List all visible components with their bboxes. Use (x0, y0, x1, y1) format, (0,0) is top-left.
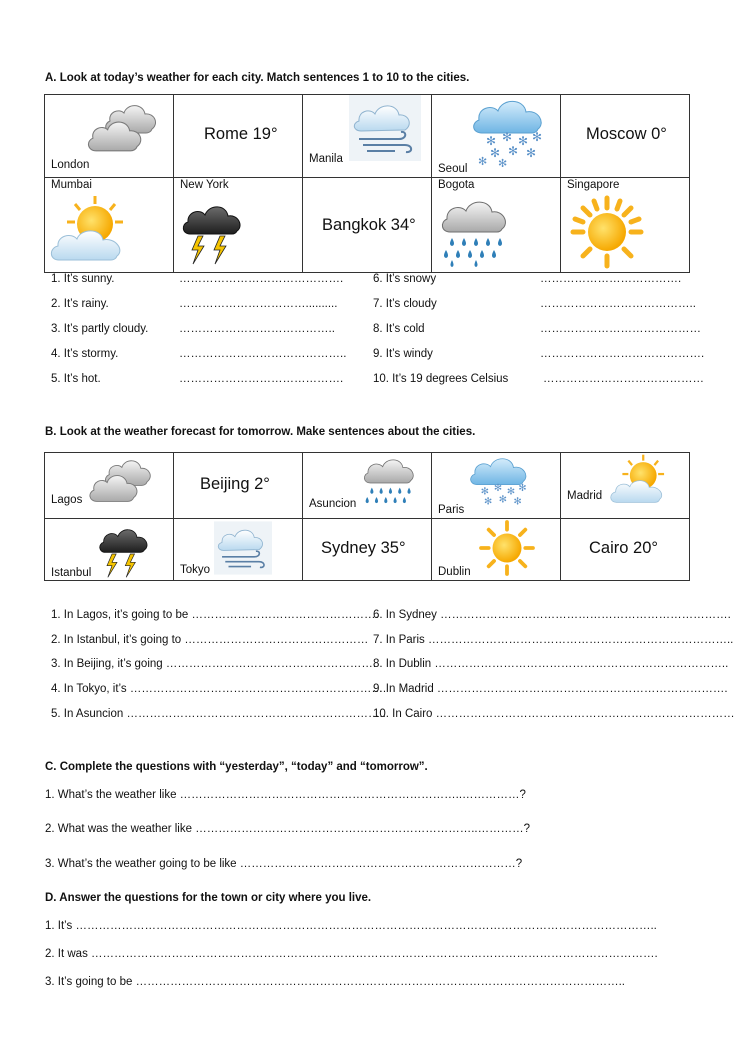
sun-icon (476, 519, 538, 577)
city-temperature: Beijing 2° (200, 475, 270, 493)
answer-blank[interactable]: ………………………………….. (540, 298, 696, 310)
section-d-heading: D. Answer the questions for the town or city where you live. (45, 892, 372, 904)
svg-text:✻: ✻ (518, 483, 527, 495)
sentence-label: 5. It’s hot. (51, 373, 101, 385)
section-b-heading: B. Look at the weather forecast for tomorrow. Make sentences about the cities. (45, 426, 476, 438)
sentence-label: 1. It’s sunny. (51, 273, 115, 285)
sun-icon (567, 194, 647, 270)
city-name: Dublin (438, 566, 471, 578)
sentence-prompt[interactable]: 5. In Asuncion ………………………………………………………….. (51, 708, 386, 720)
svg-text:✻: ✻ (508, 144, 519, 158)
svg-text:✻: ✻ (478, 155, 488, 167)
city-cell-beijing (174, 453, 303, 519)
city-name: Lagos (51, 494, 83, 506)
section-b-weather-grid (44, 452, 690, 581)
svg-text:✻: ✻ (480, 486, 489, 498)
windy-icon (214, 519, 272, 577)
sentence-prompt[interactable]: 10. In Cairo …………………………………………………………………… (373, 708, 735, 720)
storm-icon (97, 519, 157, 579)
question-line[interactable]: 1. What’s the weather like ………………………………………………………………..……………? (45, 789, 526, 801)
answer-blank[interactable]: ………………………………. (540, 273, 682, 285)
sentence-prompt[interactable]: 9. In Madrid …………………………………………………………………. (373, 683, 728, 695)
windy-icon (349, 95, 421, 161)
answer-line[interactable]: 3. It’s going to be ……………………………………………………………………………………………………………….. (45, 976, 625, 988)
sentence-prompt[interactable]: 7. In Paris …………………………………………………………………….. (373, 634, 734, 646)
snow-icon (468, 95, 556, 167)
city-cell-asuncion (303, 453, 432, 519)
city-name: Bogota (438, 179, 475, 191)
city-cell-moscow (561, 95, 690, 178)
sentence-prompt[interactable]: 1. In Lagos, it’s going to be …………………………………………. (51, 609, 379, 621)
city-cell-tokyo (174, 519, 303, 581)
sentence-label: 4. It’s stormy. (51, 348, 119, 360)
svg-text:✻: ✻ (493, 483, 503, 495)
city-cell-mumbai (45, 178, 174, 273)
city-cell-seoul (432, 95, 561, 178)
svg-text:✻: ✻ (484, 496, 493, 508)
city-name: New York (180, 179, 229, 191)
svg-text:✻: ✻ (486, 134, 497, 148)
sentence-label: 7. It’s cloudy (373, 298, 437, 310)
question-line[interactable]: 2. What was the weather like ………………………………………………………………..…………? (45, 823, 530, 835)
section-c-heading: C. Complete the questions with “yesterday”, “today” and “tomorrow”. (45, 761, 428, 773)
city-cell-paris (432, 453, 561, 519)
svg-text:✻: ✻ (526, 146, 537, 160)
city-cell-bangkok (303, 178, 432, 273)
storm-icon (180, 194, 252, 266)
answer-blank[interactable]: …………………………………… (540, 323, 701, 335)
answer-line[interactable]: 1. It’s …………………………………………………………………………………………………………………………………….. (45, 920, 657, 932)
svg-text:✻: ✻ (518, 134, 529, 148)
sentence-prompt[interactable]: 2. In Istanbul, it’s going to ………………………………………… (51, 634, 369, 646)
question-line[interactable]: 3. What’s the weather going to be like ………………………………………………………………? (45, 858, 523, 870)
city-cell-madrid (561, 453, 690, 519)
sentence-prompt[interactable]: 8. In Dublin ………………………………………………………………….. (373, 658, 729, 670)
answer-blank[interactable]: …………………………….......... (179, 298, 338, 310)
city-temperature: Cairo 20° (589, 539, 658, 557)
svg-text:✻: ✻ (498, 494, 507, 506)
answer-blank[interactable]: …………………………………… (543, 373, 704, 385)
city-temperature: Rome 19° (204, 125, 278, 143)
partly-cloudy-icon (609, 453, 673, 507)
sentence-label: 10. It’s 19 degrees Celsius (373, 373, 509, 385)
sentence-label: 6. It’s snowy (373, 273, 437, 285)
city-cell-bogota (432, 178, 561, 273)
city-name: Istanbul (51, 567, 92, 579)
city-cell-new-york (174, 178, 303, 273)
rain-icon (438, 194, 518, 270)
partly-cloudy-icon (49, 194, 135, 266)
city-name: Manila (309, 153, 343, 165)
answer-blank[interactable]: ………………………………….. (179, 323, 335, 335)
city-name: London (51, 159, 90, 171)
sentence-label: 2. It’s rainy. (51, 298, 109, 310)
city-temperature: Bangkok 34° (322, 216, 416, 234)
sentence-prompt[interactable]: 6. In Sydney …………………………………………………………………. (373, 609, 731, 621)
city-name: Madrid (567, 490, 603, 502)
city-cell-rome (174, 95, 303, 178)
answer-blank[interactable]: ……………………………………. (179, 373, 344, 385)
city-name: Paris (438, 504, 465, 516)
answer-blank[interactable]: ……………………………………. (540, 348, 705, 360)
answer-blank[interactable]: …………………………………….. (179, 348, 347, 360)
svg-text:✻: ✻ (490, 146, 501, 160)
city-cell-singapore (561, 178, 690, 273)
city-cell-istanbul (45, 519, 174, 581)
city-name: Tokyo (180, 564, 211, 576)
cloudy-icon (81, 97, 165, 157)
sentence-label: 3. It’s partly cloudy. (51, 323, 149, 335)
sentence-prompt[interactable]: 3. In Beijing, it’s going ………………………………………………. (51, 658, 377, 670)
city-cell-sydney (303, 519, 432, 581)
sentence-prompt[interactable]: 4. In Tokyo, it’s …………………………………………………………. (51, 683, 387, 695)
city-temperature: Moscow 0° (586, 125, 667, 143)
svg-text:✻: ✻ (506, 486, 516, 498)
city-cell-lagos (45, 453, 174, 519)
city-name: Mumbai (51, 179, 92, 191)
city-cell-london (45, 95, 174, 178)
answer-blank[interactable]: ……………………………………. (179, 273, 344, 285)
answer-line[interactable]: 2. It was …………………………………………………………………………………………………………………………………. (45, 948, 658, 960)
section-a-weather-grid (44, 94, 690, 273)
svg-text:✻: ✻ (513, 496, 522, 508)
city-cell-dublin (432, 519, 561, 581)
city-name: Singapore (567, 179, 620, 191)
cloudy-icon (83, 453, 159, 507)
city-temperature: Sydney 35° (321, 539, 406, 557)
city-name: Asuncion (309, 498, 357, 510)
section-a-heading: A. Look at today’s weather for each city. Match sentences 1 to 10 to the cities. (45, 72, 470, 84)
sentence-label: 8. It’s cold (373, 323, 425, 335)
svg-text:✻: ✻ (502, 130, 513, 144)
city-cell-cairo (561, 519, 690, 581)
svg-text:✻: ✻ (532, 130, 543, 144)
rain-icon (361, 453, 423, 513)
sentence-label: 9. It’s windy (373, 348, 433, 360)
svg-text:✻: ✻ (498, 157, 508, 167)
city-name: Seoul (438, 163, 468, 175)
city-cell-manila (303, 95, 432, 178)
snow-icon (466, 453, 538, 513)
